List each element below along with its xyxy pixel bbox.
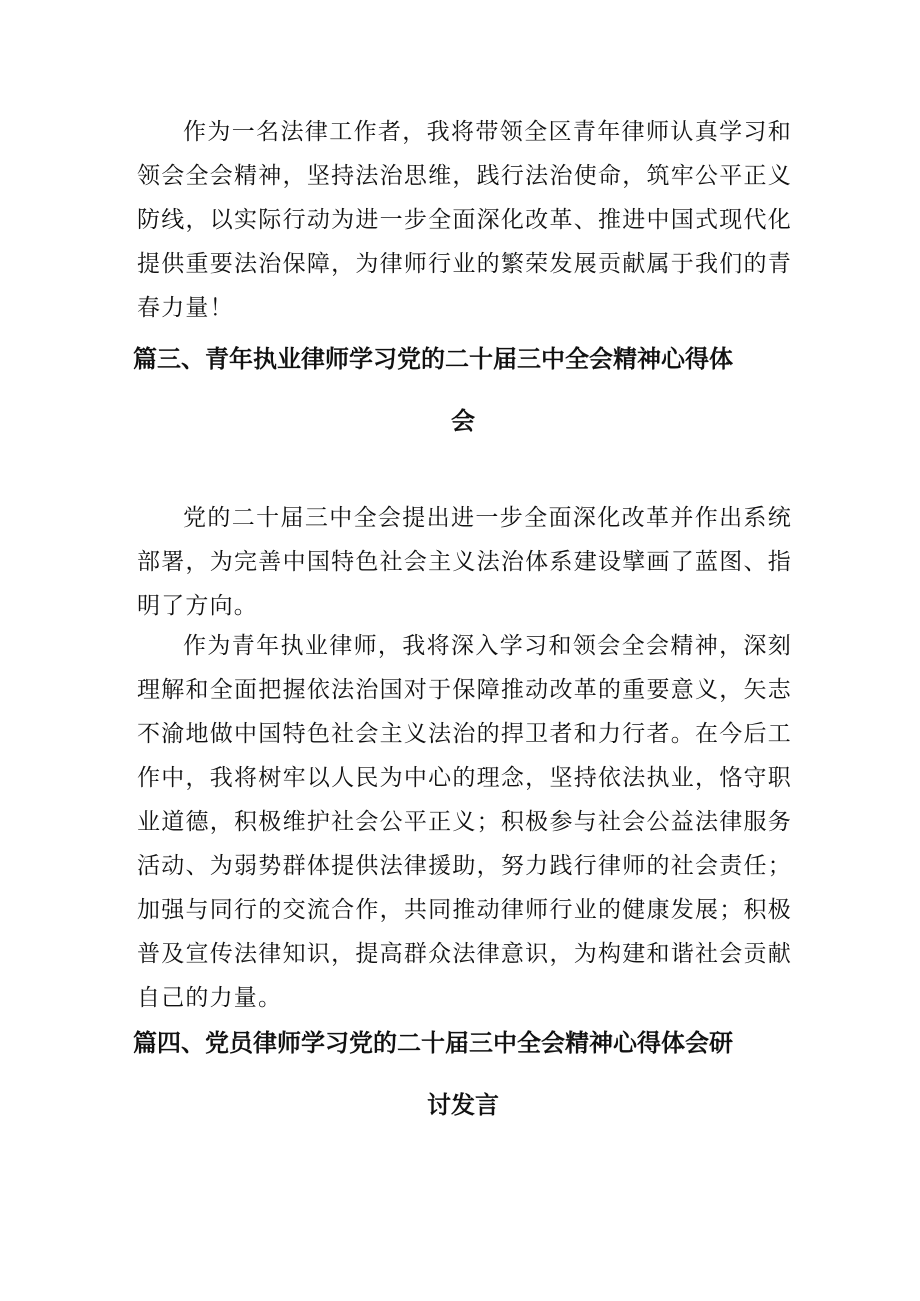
section-heading-four-line1: 篇四、党员律师学习党的二十届三中全会精神心得体会研 (133, 1029, 733, 1057)
section-heading-three (133, 328, 793, 452)
paragraph-closing-pledge: 作为一名法律工作者，我将带领全区青年律师认真学习和领会全会精神，坚持法治思维，践行法治使命，筑牢公平正义防线，以实际行动为进一步全面深化改革、推进中国式现代化提供重要法治保障，为律师行业的繁荣发展贡献属于我们的青春力量！ (137, 119, 792, 321)
section-heading-four (133, 1012, 793, 1136)
section-heading-three-line1: 篇三、青年执业律师学习党的二十届三中全会精神心得体 (133, 345, 733, 373)
section-heading-four-line2: 讨发言 (427, 1091, 499, 1119)
paragraph-plenum-intro: 党的二十届三中全会提出进一步全面深化改革并作出系统部署，为完善中国特色社会主义法治体系建设擘画了蓝图、指明了方向。 (137, 505, 792, 619)
paragraph-young-lawyer-pledge: 作为青年执业律师，我将深入学习和领会全会精神，深刻理解和全面把握依法治国对于保障推动改革的重要意义，矢志不渝地做中国特色社会主义法治的捍卫者和力行者。在今后工作中，我将树牢以人民为中心的理念，坚持依法执业，恪守职业道德，积极维护社会公平正义；积极参与社会公益法律服务活动、为弱势群体提供法律援助，努力践行律师的社会责任；加强与同行的交流合作，共同推动律师行业的健康发展；积极普及宣传法律知识，提高群众法律意识，为构建和谐社会贡献自己的力量。 (137, 633, 792, 1011)
section-heading-three-line2: 会 (451, 407, 475, 435)
